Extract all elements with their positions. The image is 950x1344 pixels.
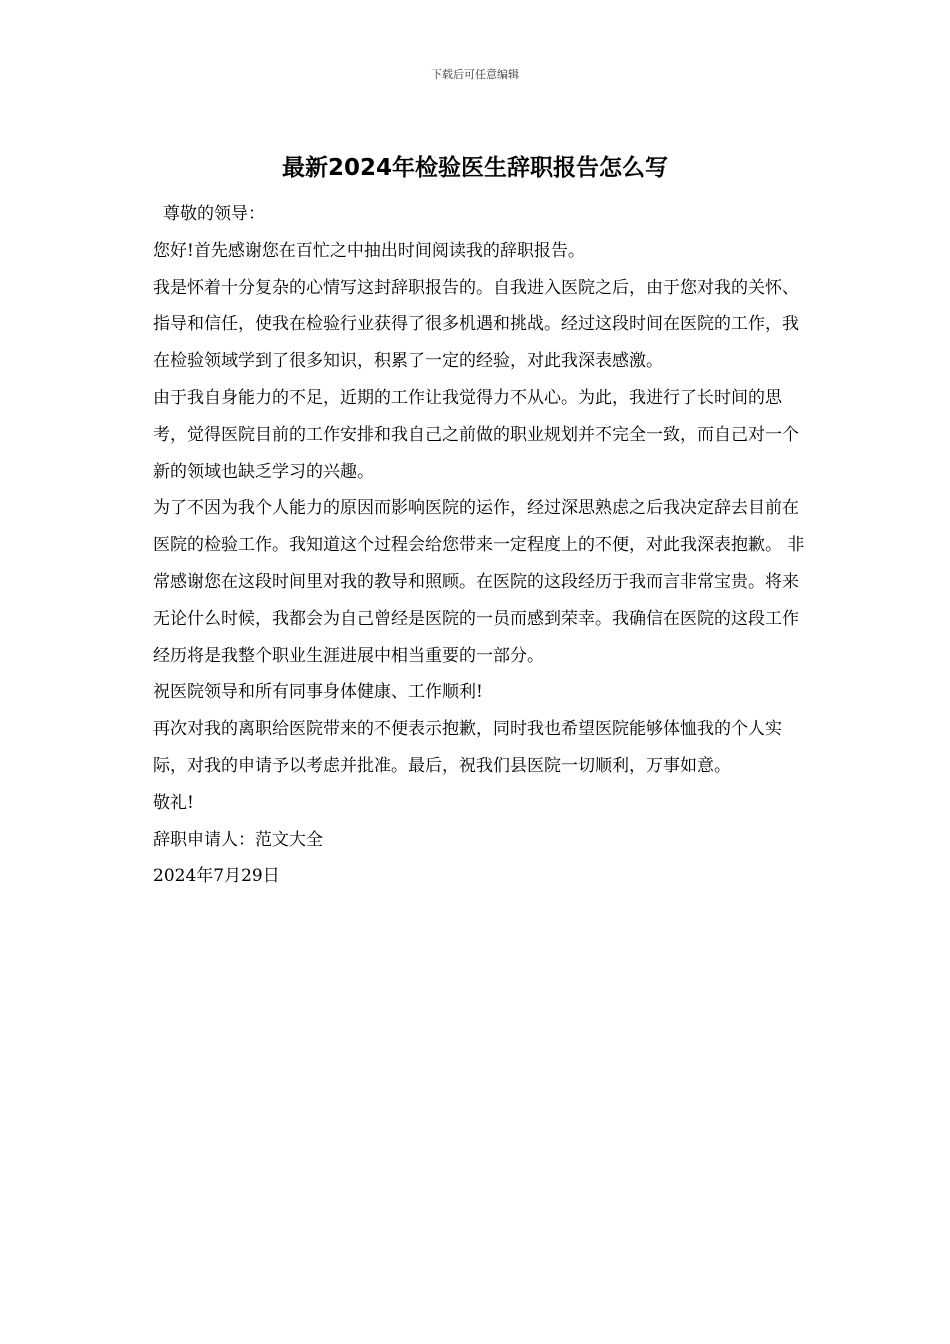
date: 2024年7月29日 — [153, 866, 280, 887]
closing: 敬礼! — [153, 792, 194, 813]
paragraph-reason: 由于我自身能力的不足，近期的工作让我觉得力不从心。为此，我进行了长时间的思考，觉得医院目前的工作安排和我自己之前做的职业规划并不完全一致，而自己对一个新的领域也缺乏学习的兴趣。 — [153, 387, 799, 482]
paragraph-apology: 再次对我的离职给医院带来的不便表示抱歉，同时我也希望医院能够体恤我的个人实际，对我的申请予以考虑并批准。最后，祝我们县医院一切顺利，万事如意。 — [153, 719, 782, 776]
document-body — [145, 196, 815, 895]
salutation: 尊敬的领导： — [163, 204, 265, 224]
signature: 辞职申请人：范文大全 — [153, 829, 323, 850]
header-note: 下载后可任意编辑 — [431, 68, 519, 81]
paragraph-wishes: 祝医院领导和所有同事身体健康、工作顺利! — [153, 682, 483, 703]
paragraph-decision: 为了不因为我个人能力的原因而影响医院的运作，经过深思熟虑之后我决定辞去目前在医院的检验工作。我知道这个过程会给您带来一定程度上的不便，对此我深表抱歉。 非常感谢您在这段时间里对我的教导和照顾。在医院的这段经历于我而言非常宝贵。将来无论什么时候，我都会为自己曾经是医院的一员而感到荣幸。我确信在医院的这段工作经历将是我整个职业生涯进展中相当重要的一部分。 — [153, 498, 805, 666]
document-title: 最新2024年检验医生辞职报告怎么写 — [281, 155, 668, 181]
paragraph-gratitude: 我是怀着十分复杂的心情写这封辞职报告的。自我进入医院之后，由于您对我的关怀、指导和信任，使我在检验行业获得了很多机遇和挑战。经过这段时间在医院的工作，我在检验领域学到了很多知识，积累了一定的经验，对此我深表感激。 — [153, 277, 799, 372]
paragraph-greeting: 您好!首先感谢您在百忙之中抽出时间阅读我的辞职报告。 — [153, 240, 585, 261]
